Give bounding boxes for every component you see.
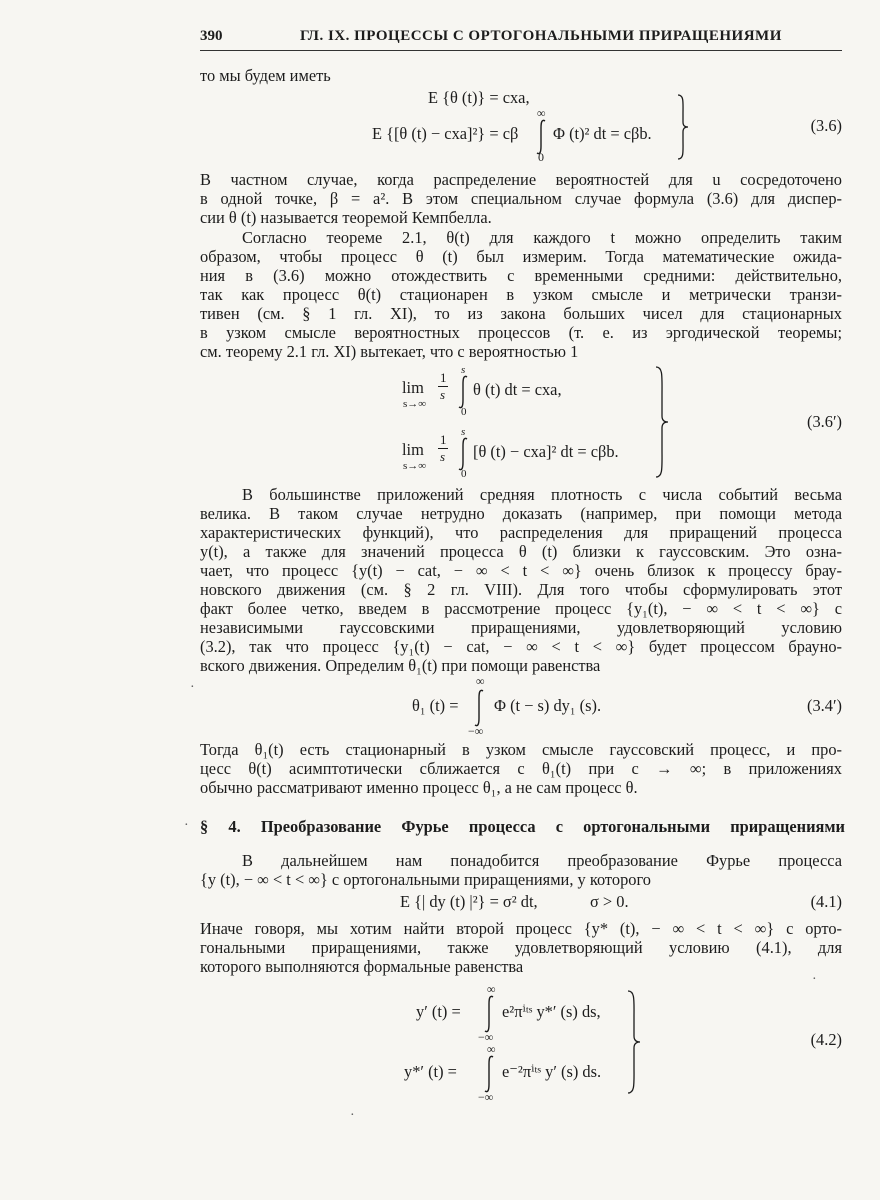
integral-sign: [456, 374, 470, 410]
eq-4-2-rhs1: e²πⁱᵗˢ y*′ (s) ds,: [502, 1002, 601, 1021]
lim-word: lim: [402, 378, 424, 397]
eq-3-6p-number: (3.6′): [807, 412, 842, 431]
text-line: новского движения (см. § 2 гл. VIII). Для того чтобы сформулировать этот: [200, 580, 842, 599]
fraction-denominator: s: [440, 387, 446, 402]
text-line: велика. В таком случае нетрудно доказать (например, при помощи метода: [200, 504, 842, 523]
text-line: которого выполняются формальные равенства: [200, 957, 524, 976]
eq-4-2-lhs1: y′ (t) =: [416, 1002, 461, 1021]
lim-subscript: s→∞: [403, 398, 427, 410]
text-line: см. теорему 2.1 гл. XI) вытекает, что с вероятностью 1: [200, 342, 579, 361]
right-brace: [654, 366, 670, 478]
intro-line: то мы будем иметь: [200, 66, 331, 85]
section-4-title: § 4. Преобразование Фурье процесса с ортогональными приращениями: [200, 817, 845, 836]
integral-upper-limit: s: [461, 364, 466, 376]
eq-3-6p-rhs2: [θ (t) − cxa]² dt = cβb.: [473, 442, 619, 461]
text-line: независимыми гауссовскими приращениями, удовлетворяющий условию: [200, 618, 842, 637]
fraction-numerator: 1: [440, 370, 447, 385]
integral-sign: [482, 994, 496, 1034]
eq-4-1-expr: E {| dy (t) |²} = σ² dt,: [400, 892, 538, 911]
header-rule: [200, 50, 842, 51]
eq-4-2-lhs2: y*′ (t) =: [404, 1062, 457, 1081]
integral-upper-limit: s: [461, 426, 466, 438]
text-line: вского движения. Определим θ₁(t) при помощи равенства: [200, 656, 601, 675]
text-line: В дальнейшем нам понадобится преобразование Фурье процесса: [242, 851, 842, 870]
eq-3-6-number: (3.6): [810, 116, 842, 135]
eq-3-4p-rhs: Φ (t − s) dy₁ (s).: [494, 696, 602, 715]
margin-dot: ·: [184, 818, 189, 833]
text-line: образом, чтобы процесс θ (t) был измерим. Тогда математические ожида-: [200, 247, 842, 266]
text-line: В частном случае, когда распределение вероятностей для u сосредоточено: [200, 170, 842, 189]
eq-3-6-upper-limit: ∞: [537, 106, 546, 120]
integral-lower-limit: −∞: [478, 1030, 494, 1044]
integral-sign: [482, 1054, 496, 1094]
eq-4-1-number: (4.1): [810, 892, 842, 911]
eq-4-2-number: (4.2): [810, 1030, 842, 1049]
integral-upper-limit: ∞: [476, 674, 485, 688]
eq-3-4p-lhs: θ₁ (t) =: [412, 696, 459, 715]
text-line: (3.2), так что процесс {y₁(t) − cat, − ∞ < t < ∞} будет процессом брауно-: [200, 637, 842, 656]
text-line: Тогда θ₁(t) есть стационарный в узком смысле гауссовский процесс, и про-: [200, 740, 842, 759]
integral-sign: [456, 436, 470, 472]
lim-word: lim: [402, 440, 424, 459]
lim-subscript: s→∞: [403, 460, 427, 472]
integral-lower-limit: −∞: [468, 724, 484, 738]
text-line: тивен (см. § 1 гл. XI), то из закона больших чисел для стационарных: [200, 304, 842, 323]
text-line: {y (t), − ∞ < t < ∞} с ортогональными приращениями, у которого: [200, 870, 651, 889]
integral-upper-limit: ∞: [487, 1042, 496, 1056]
text-line: ния в (3.6) можно отождествить с временными средними: действительно,: [200, 266, 842, 285]
text-line: y(t), а также для значений процесса θ (t) близки к гауссовским. Это озна-: [200, 542, 842, 561]
text-line: характеристических функций), что распределения для приращений процесса: [200, 523, 842, 542]
text-line: Согласно теореме 2.1, θ(t) для каждого t можно определить таким: [242, 228, 842, 247]
text-line: в одной точке, β = a². В этом специальном случае формула (3.6) для диспер-: [200, 189, 842, 208]
fraction-numerator: 1: [440, 432, 447, 447]
integral-lower-limit: 0: [461, 406, 467, 418]
text-line: обычно рассматривают именно процесс θ₁, а не сам процесс θ.: [200, 778, 638, 797]
text-line: цесс θ(t) асимптотически сближается с θ₁(t) при c → ∞; в приложениях: [200, 759, 842, 778]
integral-lower-limit: −∞: [478, 1090, 494, 1104]
chapter-title: ГЛ. IX. ПРОЦЕССЫ С ОРТОГОНАЛЬНЫМИ ПРИРАЩЕНИЯМИ: [300, 28, 782, 44]
fraction-denominator: s: [440, 449, 446, 464]
eq-3-4p-number: (3.4′): [807, 696, 842, 715]
page-number: 390: [200, 28, 223, 44]
text-line: в узком смысле вероятностных процессов (т. е. из эргодической теоремы;: [200, 323, 842, 342]
margin-dot: ·: [812, 972, 817, 987]
margin-dot: ·: [350, 1108, 355, 1123]
eq-4-2-rhs2: e⁻²πⁱᵗˢ y′ (s) ds.: [502, 1062, 602, 1081]
text-line: чает, что процесс {y(t) − cat, − ∞ < t < ∞} очень близок к процессу брау-: [200, 561, 842, 580]
eq-3-6-line2-left: E {[θ (t) − cxa]²} = cβ: [372, 124, 519, 143]
margin-dot: ·: [190, 680, 195, 695]
text-line: гональными приращениями, также удовлетворяющий условию (4.1), для: [200, 938, 842, 957]
integral-upper-limit: ∞: [487, 982, 496, 996]
eq-3-6p-rhs1: θ (t) dt = cxa,: [473, 380, 562, 399]
eq-3-6-line2-right: Φ (t)² dt = cβb.: [553, 124, 652, 143]
text-line: так как процесс θ(t) стационарен в узком смысле и метрически транзи-: [200, 285, 842, 304]
eq-4-1-condition: σ > 0.: [590, 892, 629, 911]
text-line: факт более четко, введем в рассмотрение процесс {y₁(t), − ∞ < t < ∞} с: [200, 599, 842, 618]
eq-3-6-lower-limit: 0: [538, 150, 544, 164]
eq-3-6-line1: E {θ (t)} = cxa,: [428, 88, 530, 107]
integral-sign: [472, 688, 486, 728]
text-line: сии θ (t) называется теоремой Кемпбелла.: [200, 208, 492, 227]
right-brace: [676, 94, 690, 160]
running-header: [200, 28, 842, 48]
text-line: В большинстве приложений средняя плотность c числа событий весьма: [242, 485, 842, 504]
text-line: Иначе говоря, мы хотим найти второй процесс {y* (t), − ∞ < t < ∞} с орто-: [200, 919, 842, 938]
right-brace: [626, 990, 642, 1094]
integral-lower-limit: 0: [461, 468, 467, 480]
